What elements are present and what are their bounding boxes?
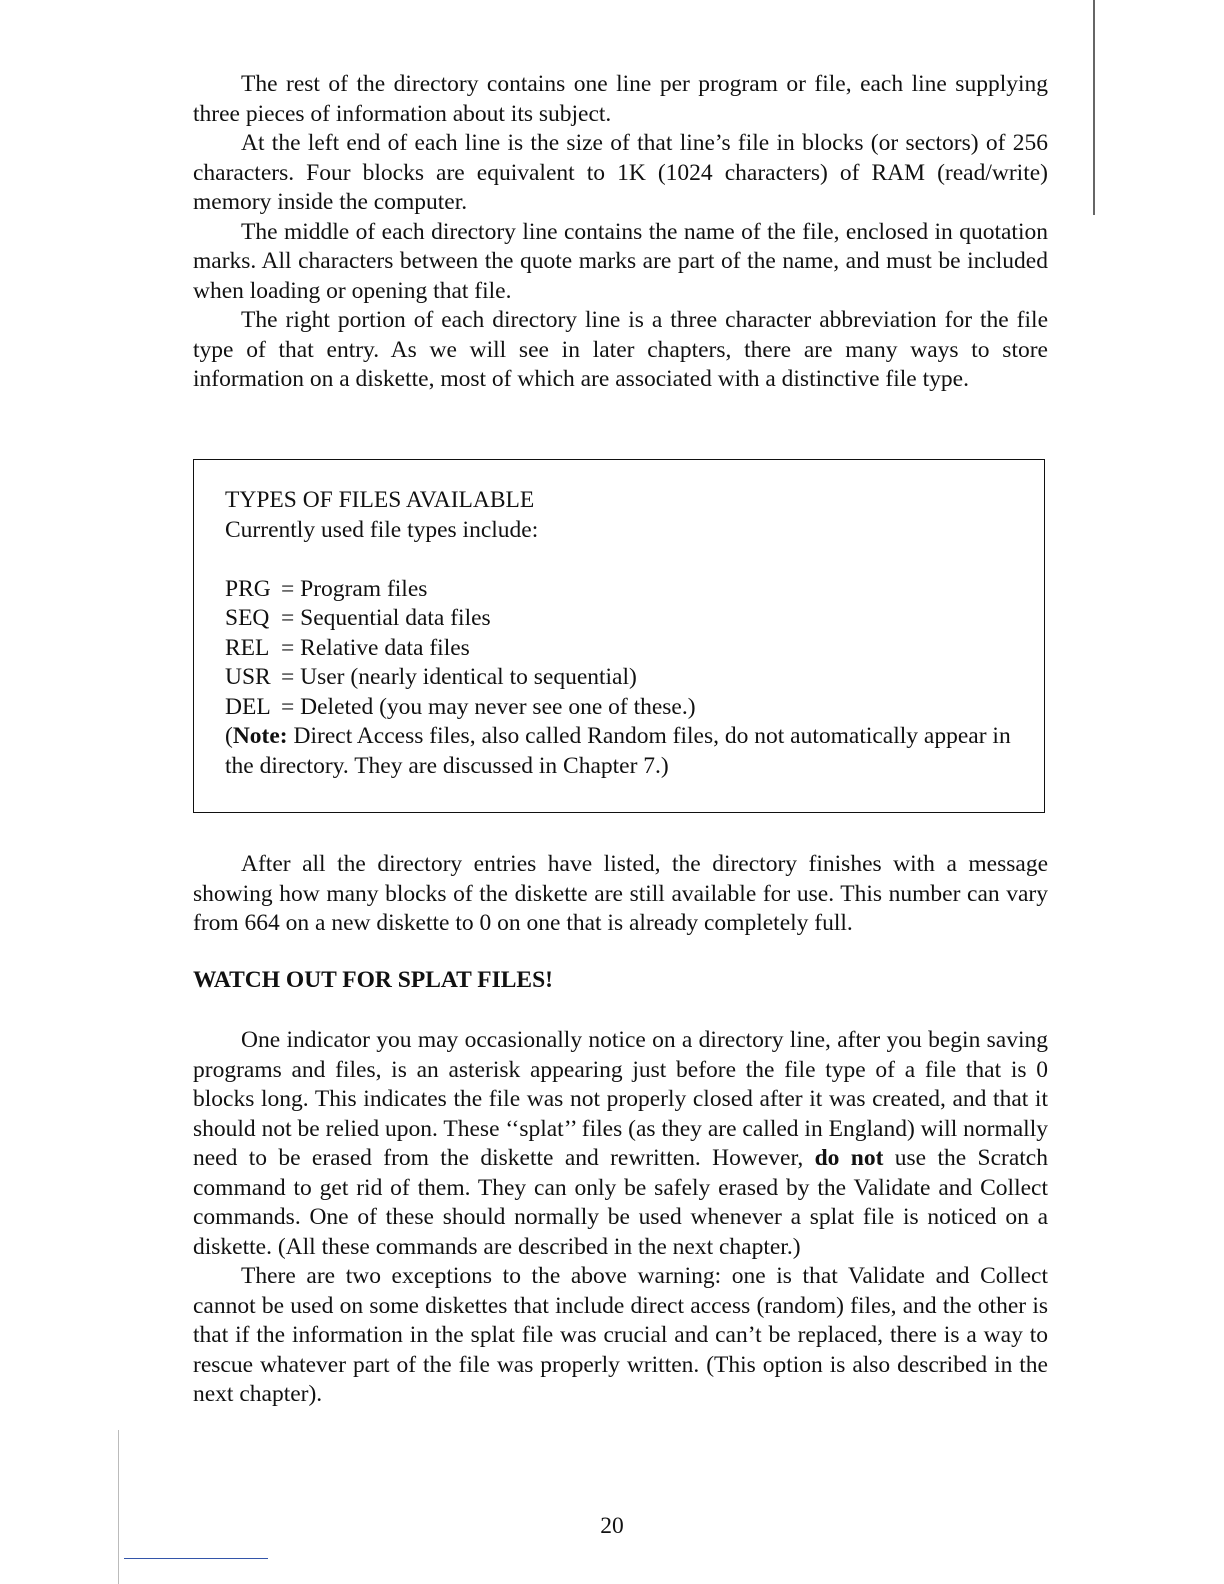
section-heading: WATCH OUT FOR SPLAT FILES! (193, 967, 553, 993)
file-type-description: Deleted (you may never see one of these.) (300, 693, 696, 720)
file-type-code: PRG (225, 575, 271, 602)
file-type-code: SEQ (225, 605, 270, 631)
box-subtitle: Currently used file types include: (225, 516, 539, 543)
note-text: Direct Access files, also called Random files, do not automatically appear in the directory. They are discussed in Chapter 7.) (225, 723, 1011, 779)
after-paragraph-1: After all the directory entries have listed, the directory finishes with a message showing how many blocks of the diskette are still available for use. This number can vary from 664 on a new diskette to 0 on one that is already completely full. (193, 851, 1048, 936)
file-type-description: Sequential data files (300, 605, 491, 631)
intro-section (193, 70, 1048, 395)
file-types-list (225, 575, 1014, 723)
splat-section (193, 1026, 1048, 1410)
page-number: 20 (600, 1513, 624, 1539)
file-type-separator: = (281, 693, 295, 720)
box-spacer (225, 545, 1014, 575)
splat-p1-text-a: One indicator you may occasionally notice on a directory line, after you begin saving programs and files, is an asterisk appearing just before the file type of a file that is 0 blocks long. This indicates the file was not properly closed after it was created, and that it should not be relied upon. These ‘‘splat’’ files (as they are called in England) will normally need to be erased from the diskette and rewritten. However, (193, 1027, 1048, 1171)
file-type-item (225, 575, 1014, 605)
file-type-item (225, 634, 1014, 664)
splat-paragraph-1 (193, 1026, 1048, 1262)
intro-paragraph-1: The rest of the directory contains one line per program or file, each line supplying three pieces of information about its subject. (193, 71, 1048, 127)
note-open-paren: ( (225, 723, 233, 749)
file-type-code: USR (225, 664, 271, 690)
box-title: TYPES OF FILES AVAILABLE (225, 487, 535, 513)
intro-paragraph-2: At the left end of each line is the size of that line’s file in blocks (or sectors) of 256 characters. Four blocks are equivalent to 1K (1024 characters) of RAM (read/write) memory inside the computer. (193, 130, 1048, 215)
file-type-code: REL (225, 634, 270, 661)
note-label: Note: (232, 723, 288, 749)
file-type-description: Relative data files (300, 634, 470, 661)
splat-paragraph-2: There are two exceptions to the above warning: one is that Validate and Collect cannot be used on some diskettes that include direct access (random) files, and the other is that if the information in the splat file was crucial and can’t be replaced, there is a way to rescue whatever part of the file was properly written. (This option is also described in the next chapter). (193, 1263, 1048, 1407)
file-type-separator: = (281, 575, 295, 602)
file-type-separator: = (281, 605, 295, 631)
scan-edge-line-left (118, 1430, 119, 1584)
splat-p1-bold: do not (814, 1145, 884, 1171)
intro-paragraph-3: The middle of each directory line contains the name of the file, enclosed in quotation marks. All characters between the quote marks are part of the name, and must be included when loading or opening that file. (193, 218, 1048, 304)
file-type-code: DEL (225, 693, 271, 720)
splat-p1-text-b: use the Scratch command to get rid of them. They can only be safely erased by the Validate and Collect commands. One of these should normally be used whenever a splat file is noticed on a diskette. (All these commands are described in the next chapter.) (193, 1145, 1048, 1260)
file-type-description: User (nearly identical to sequential) (300, 664, 637, 690)
file-type-separator: = (281, 634, 295, 661)
file-type-item (225, 604, 1014, 634)
file-types-box (193, 459, 1045, 813)
file-type-item (225, 693, 1014, 723)
box-note (225, 722, 1014, 781)
intro-paragraph-4: The right portion of each directory line is a three character abbreviation for the file type of that entry. As we will see in later chapters, there are many ways to store information on a diskette, most of which are associated with a distinctive file type. (193, 307, 1048, 392)
scan-edge-line (1093, 0, 1095, 215)
bottom-rule (124, 1558, 268, 1559)
after-box-section (193, 850, 1048, 939)
file-type-item (225, 663, 1014, 693)
file-type-separator: = (281, 664, 295, 690)
file-type-description: Program files (300, 575, 428, 602)
